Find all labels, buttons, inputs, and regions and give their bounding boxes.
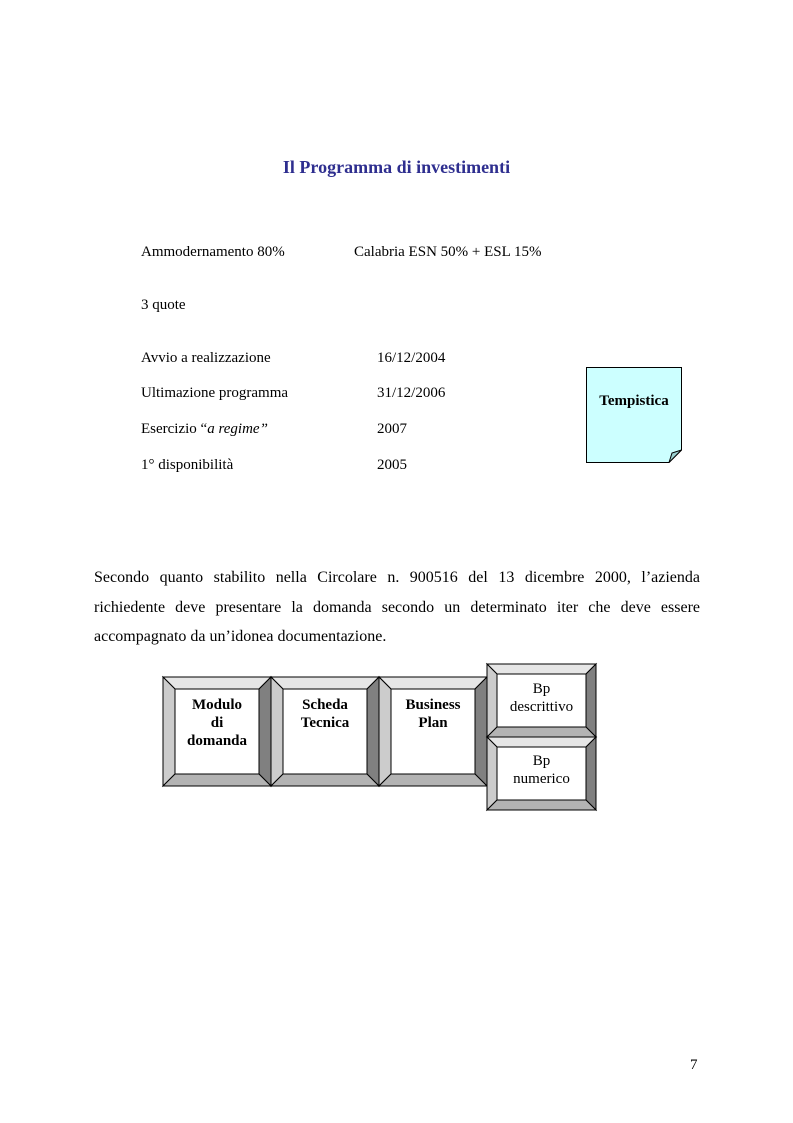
schedule-value: 16/12/2004	[377, 350, 446, 366]
schedule-label: Esercizio “a regime”	[141, 421, 268, 437]
ammodernamento-text: Ammodernamento 80%	[141, 244, 285, 260]
page-number: 7	[690, 1057, 698, 1073]
bp-numerico-label: Bp numerico	[513, 753, 570, 787]
business-plan-label: Business Plan	[405, 697, 461, 731]
schedule-label: 1° disponibilità	[141, 457, 234, 473]
page-title: Il Programma di investimenti	[282, 157, 511, 177]
scheda-label: Scheda Tecnica	[300, 697, 350, 731]
schedule-value: 2005	[377, 457, 407, 473]
tempistica-note	[586, 367, 682, 463]
modulo-label: Modulo di domanda	[186, 697, 248, 749]
calabria-text: Calabria ESN 50% + ESL 15%	[354, 244, 542, 260]
quote-text: 3 quote	[141, 297, 186, 313]
paragraph-line: accompagnato da un’idonea documentazione.	[94, 628, 387, 645]
schedule-value: 2007	[377, 421, 407, 437]
paragraph-line: richiedente deve presentare la domanda secondo un determinato iter che deve essere	[94, 598, 700, 616]
bp-descrittivo-label: Bp descrittivo	[509, 681, 574, 715]
tempistica-label: Tempistica	[599, 393, 669, 409]
body-paragraph	[94, 563, 700, 652]
schedule-label: Avvio a realizzazione	[141, 350, 271, 366]
paragraph-line: Secondo quanto stabilito nella Circolare n. 900516 del 13 dicembre 2000, l’azienda	[94, 569, 700, 586]
schedule-value: 31/12/2006	[377, 385, 446, 401]
schedule-label: Ultimazione programma	[141, 385, 289, 401]
